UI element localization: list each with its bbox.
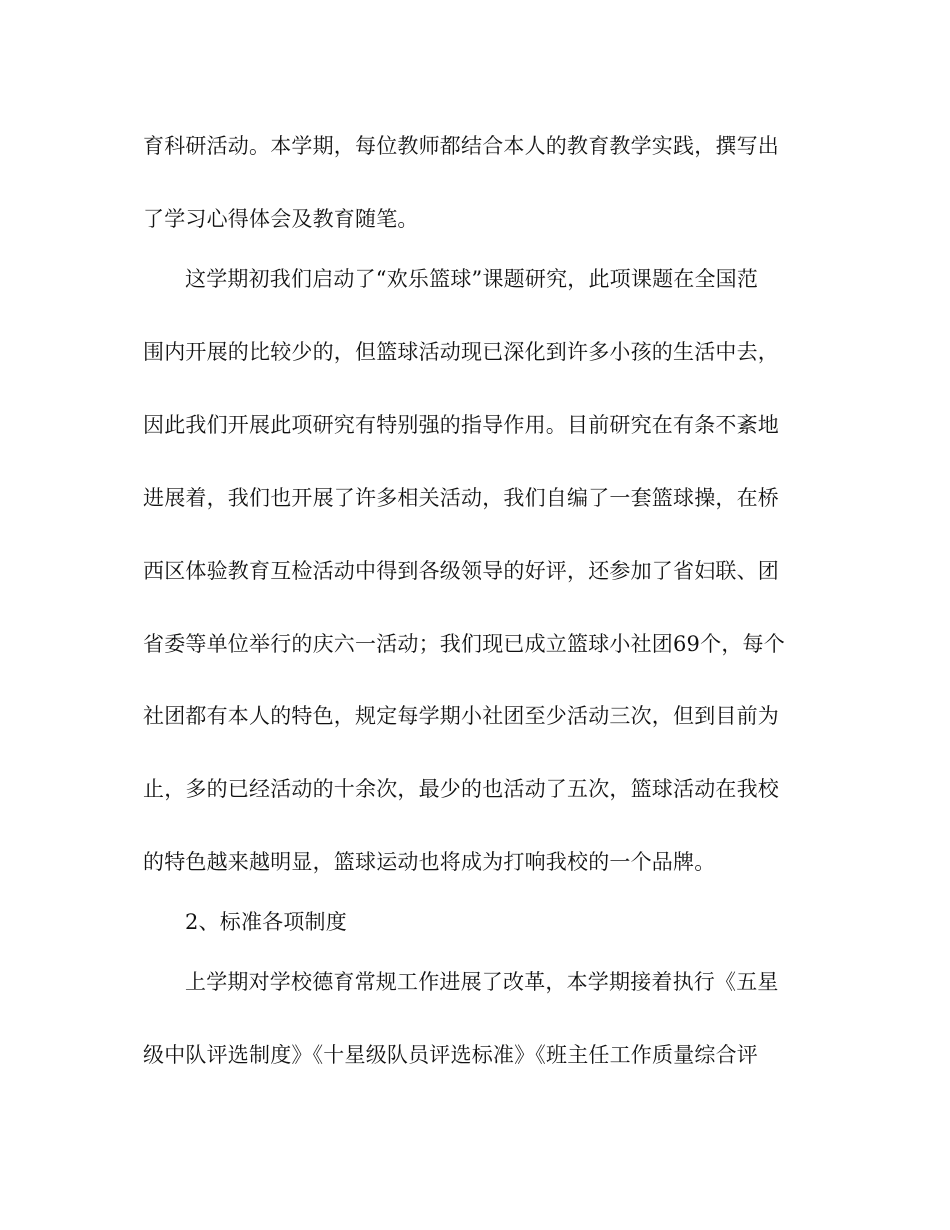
paragraph-line: 围内开展的比较少的，但篮球活动现已深化到许多小孩的生活中去，: [143, 340, 779, 364]
paragraph-line: 级中队评选制度》《十星级队员评选标准》《班主任工作质量综合评: [143, 1043, 758, 1067]
paragraph-line: 西区体验教育互检活动中得到各级领导的好评，还参加了省妇联、团: [143, 559, 779, 583]
paragraph-line: 这学期初我们启动了“欢乐篮球”课题研究，此项课题在全国范: [185, 267, 759, 291]
paragraph-line: 因此我们开展此项研究有特别强的指导作用。目前研究在有条不紊地: [143, 413, 779, 437]
paragraph-line: 止，多的已经活动的十余次，最少的也活动了五次，篮球活动在我校: [143, 777, 779, 801]
section-heading: 2、标准各项制度: [185, 910, 347, 934]
paragraph-line: 了学习心得体会及教育随笔。: [143, 207, 419, 231]
paragraph-line: 上学期对学校德育常规工作进展了改革，本学期接着执行《五星: [185, 970, 779, 994]
paragraph-line: 社团都有本人的特色，规定每学期小社团至少活动三次，但到目前为: [143, 704, 779, 728]
paragraph-line: 进展着，我们也开展了许多相关活动，我们自编了一套篮球操，在桥: [143, 486, 779, 510]
paragraph-line: 育科研活动。本学期，每位教师都结合本人的教育教学实践，撰写出: [143, 134, 779, 158]
paragraph-line: 省委等单位举行的庆六一活动；我们现已成立篮球小社团69个，每个: [143, 632, 785, 656]
paragraph-line: 的特色越来越明显，篮球运动也将成为打响我校的一个品牌。: [143, 850, 716, 874]
